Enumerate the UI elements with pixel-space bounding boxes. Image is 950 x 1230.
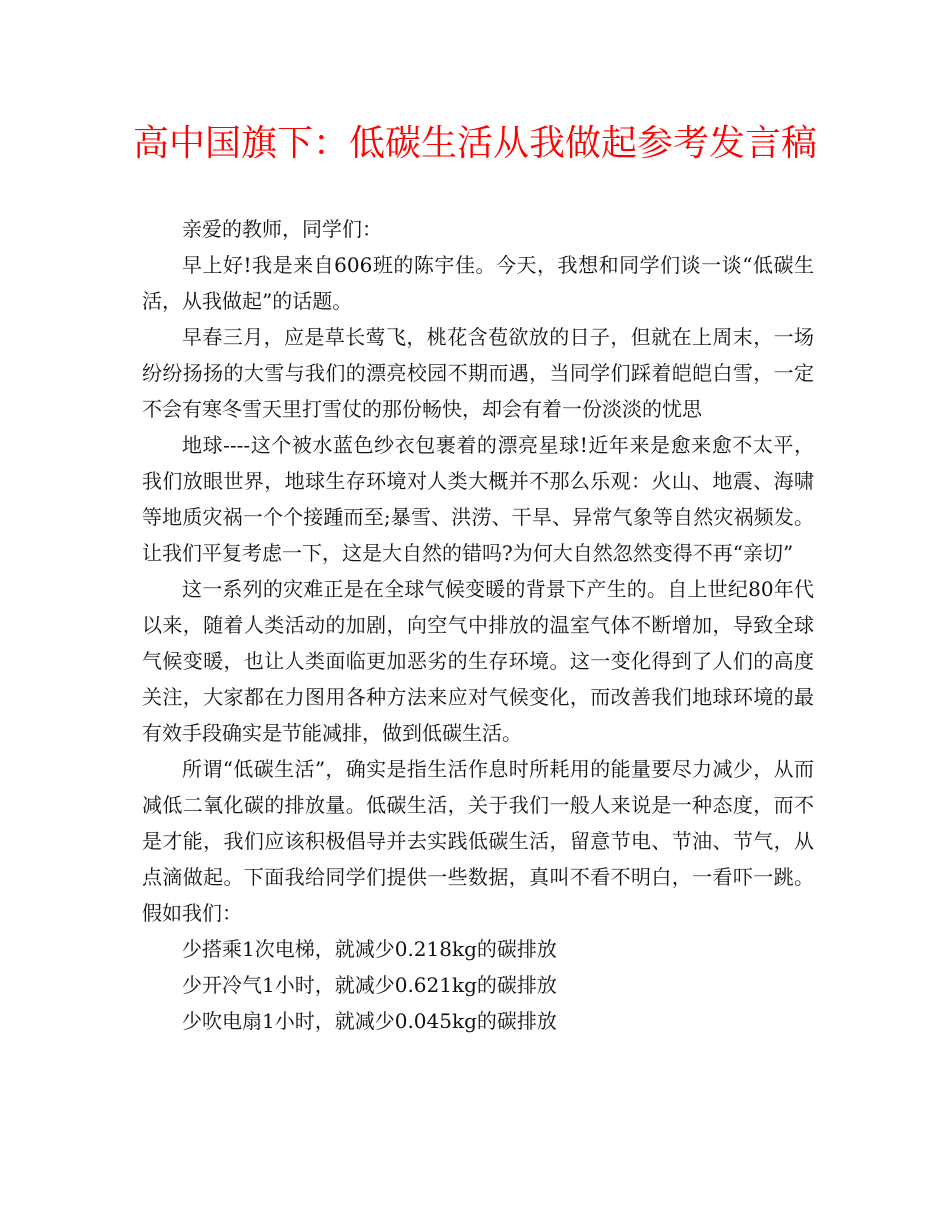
document-title: 高中国旗下：低碳生活从我做起参考发言稿 [132, 123, 817, 164]
paragraph-intro: 早上好!我是来自606班的陈宇佳。今天，我想和同学们谈一谈“低碳生活，从我做起”的话题。 [142, 253, 814, 313]
paragraph-low-carbon: 所谓“低碳生活”，确实是指生活作息时所耗用的能量要尽力减少，从而减低二氧化碳的排放量。低碳生活，关于我们一般人来说是一种态度，而不是才能，我们应该积极倡导并去实践低碳生活，留意节电、节油、节气，从点滴做起。下面我给同学们提供一些数据，真叫不看不明白，一看吓一跳。假如我们： [142, 757, 814, 925]
document-body [142, 211, 814, 1039]
paragraph-snow: 早春三月，应是草长莺飞，桃花含苞欲放的日子，但就在上周末，一场纷纷扬扬的大雪与我们的漂亮校园不期而遇，当同学们踩着皑皑白雪，一定不会有寒冬雪天里打雪仗的那份畅快，却会有着一份淡淡的忧思 [142, 325, 814, 421]
list-item: 少搭乘1次电梯，就减少0.218kg的碳排放 [182, 937, 557, 961]
paragraph-earth: 地球----这个被水蓝色纱衣包裹着的漂亮星球!近年来是愈来愈不太平，我们放眼世界，地球生存环境对人类大概并不那么乐观：火山、地震、海啸等地质灾祸一个个接踵而至;暴雪、洪涝、干旱、异常气象等自然灾祸频发。让我们平复考虑一下，这是大自然的错吗?为何大自然忽然变得不再“亲切” [142, 433, 814, 565]
paragraph-warming: 这一系列的灾难正是在全球气候变暖的背景下产生的。自上世纪80年代以来，随着人类活动的加剧，向空气中排放的温室气体不断增加，导致全球气候变暖，也让人类面临更加恶劣的生存环境。这一变化得到了人们的高度关注，大家都在力图用各种方法来应对气候变化，而改善我们地球环境的最有效手段确实是节能减排，做到低碳生活。 [142, 577, 814, 745]
greeting: 亲爱的教师，同学们： [182, 217, 382, 241]
list-item: 少吹电扇1小时，就减少0.045kg的碳排放 [182, 1009, 557, 1033]
list-item: 少开冷气1小时，就减少0.621kg的碳排放 [182, 973, 557, 997]
